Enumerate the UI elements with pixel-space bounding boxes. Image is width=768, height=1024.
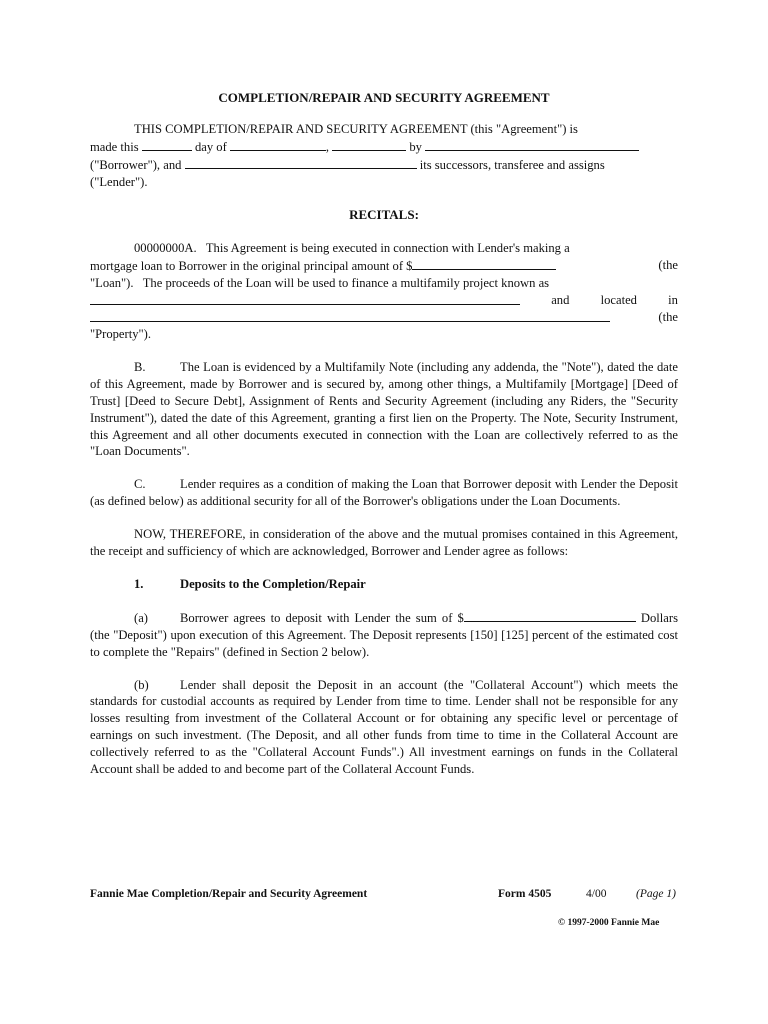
recital-a-line-5: (the bbox=[90, 309, 678, 326]
now-therefore-paragraph: NOW, THEREFORE, in consideration of the above and the mutual promises contained in this Agreement, the receipt and sufficiency of which are acknowledged, Borrower and Lender agree as follows: bbox=[90, 527, 678, 559]
recital-c: C. Lender requires as a condition of making the Loan that Borrower deposit with Lender the Deposit (as defined below) as additional security for all of the Borrower's obligations under the Loan Documents. bbox=[90, 477, 678, 509]
footer-page-number: (Page 1) bbox=[636, 888, 676, 900]
recital-a-line-4: and located in bbox=[90, 292, 678, 309]
footer-form-number: Form 4505 bbox=[498, 888, 552, 900]
blank-property-location bbox=[90, 309, 610, 322]
blank-loan-amount bbox=[412, 257, 556, 270]
recital-a bbox=[90, 240, 678, 342]
recital-b: B. The Loan is evidenced by a Multifamily Note (including any addenda, the "Note"), dated the date of this Agreement, made by Borrower and is secured by, among other things, a Multifamily [Mortgage] [Deed of Trust] [Deed to Secure Debt], Assignment of Rents and Security Agreement (including any Riders, the "Security Instrument"), dated the date of this Agreement, granting a first lien on the Property. The Note, Security Instrument, this Agreement and all other documents executed in connection with the Loan are collectively referred to as the "Loan Documents". bbox=[90, 359, 678, 459]
intro-line-2: made this day of , by bbox=[90, 138, 678, 156]
blank-year bbox=[332, 138, 406, 151]
blank-deposit-amount bbox=[464, 609, 636, 622]
intro-line-4: ("Lender"). bbox=[90, 174, 148, 189]
blank-lender-name bbox=[185, 156, 417, 169]
recitals-heading: RECITALS: bbox=[349, 206, 419, 222]
recital-a-line-6: "Property"). bbox=[90, 326, 151, 341]
recital-a-line-3: "Loan"). The proceeds of the Loan will be used to finance a multifamily project known as bbox=[90, 276, 550, 291]
intro-paragraph bbox=[90, 121, 678, 191]
document-title: COMPLETION/REPAIR AND SECURITY AGREEMENT bbox=[218, 90, 550, 105]
intro-line-1: THIS COMPLETION/REPAIR AND SECURITY AGREEMENT (this "Agreement") is bbox=[134, 121, 578, 136]
recital-a-line-1: 00000000A. This Agreement is being executed in connection with Lender's making a bbox=[134, 241, 570, 256]
footer-form-date: 4/00 bbox=[586, 888, 607, 900]
intro-line-3: ("Borrower"), and its successors, transferee and assigns bbox=[90, 157, 605, 172]
document-body bbox=[90, 90, 678, 794]
paragraph-b: (b) Lender shall deposit the Deposit in an account (the "Collateral Account") which meets the standards for custodial accounts as required by Lender from time to time. Lender shall not be responsible for any losses resulting from investment of the Collateral Account or for obtaining any specific level or percentage of earnings on such investment. (The Deposit, and all other funds from time to time in the Collateral Account are collectively referred to as the "Collateral Account Funds".) All investment earnings on funds in the Collateral Account shall be added to and become part of the Collateral Account Funds. bbox=[90, 677, 678, 777]
blank-project-name bbox=[90, 292, 520, 305]
footer-copyright: © 1997-2000 Fannie Mae bbox=[558, 918, 660, 928]
section-1-heading: 1. Deposits to the Completion/Repair bbox=[134, 576, 366, 591]
blank-borrower-name bbox=[425, 138, 639, 151]
footer-document-name: Fannie Mae Completion/Repair and Security Agreement bbox=[90, 888, 368, 900]
blank-day bbox=[142, 138, 192, 151]
blank-month bbox=[230, 138, 326, 151]
recital-a-line-2: mortgage loan to Borrower in the original principal amount of $ (the bbox=[90, 258, 678, 274]
paragraph-a: (a) Borrower agrees to deposit with Lender the sum of $ Dollars (the "Deposit") upon execution of this Agreement. The Deposit represents [150] [125] percent of the estimated cost to complete the "Repairs" (defined in Section 2 below). bbox=[90, 610, 678, 659]
